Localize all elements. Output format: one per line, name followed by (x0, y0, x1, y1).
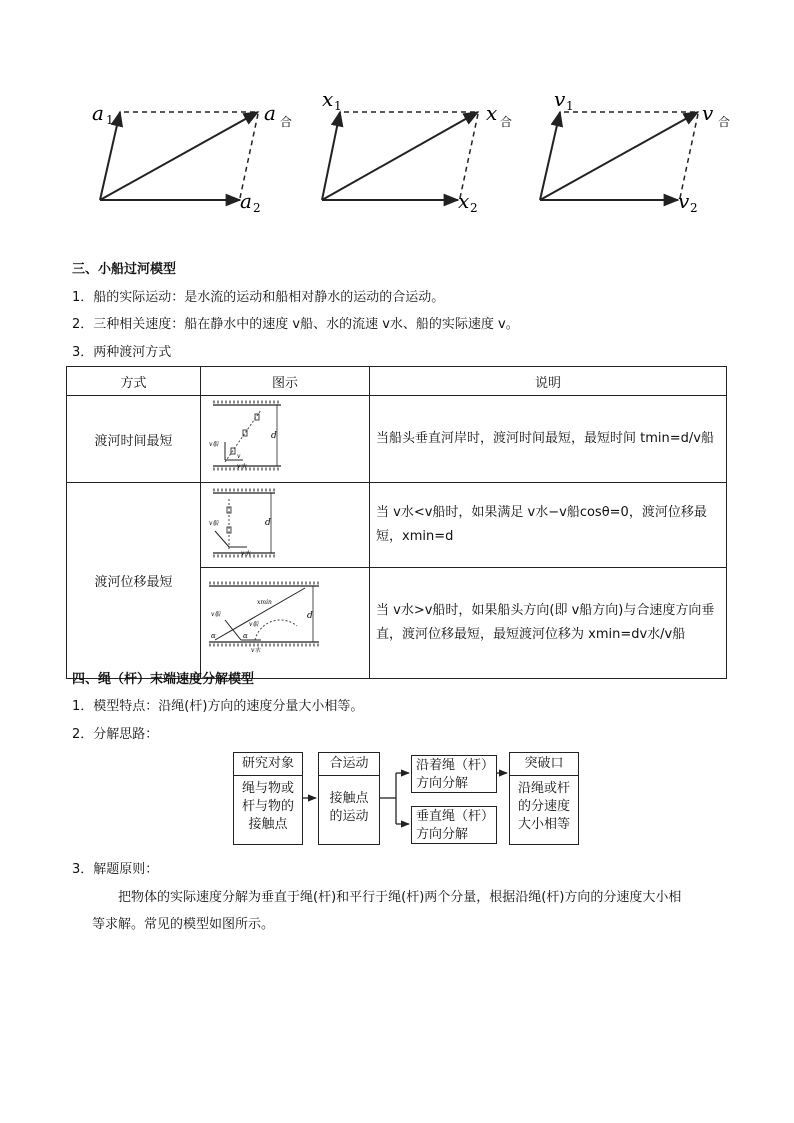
svg-text:v船: v船 (209, 520, 219, 527)
shortest-displacement-diagram-a (201, 483, 369, 563)
svg-text:α: α (211, 632, 216, 640)
svg-text:v船: v船 (211, 611, 221, 618)
section4-title: 四、绳（杆）末端速度分解模型 (72, 672, 255, 687)
svg-text:1: 1 (334, 99, 342, 113)
flow-box-resultant-motion: 合运动 接触点 的运动 (318, 752, 380, 845)
svg-text:1: 1 (566, 99, 574, 113)
svg-text:v水: v水 (251, 647, 261, 654)
svg-text:2: 2 (253, 201, 261, 215)
row2a-desc: 当 v水<v船时，如果满足 v水−v船cosθ=0，渡河位移最短，xmin=d (370, 483, 727, 568)
label-a-sum: a (264, 101, 276, 125)
section3-title: 三、小船过河模型 (72, 262, 177, 277)
svg-text:v水: v水 (241, 550, 251, 557)
row2b-desc: 当 v水>v船时，如果船头方向(即 v船方向)与合速度方向垂直，渡河位移最短，最短渡河位移为 xmin=dv水/v船 (370, 568, 727, 679)
header-desc: 说明 (370, 367, 727, 396)
svg-text:d: d (265, 518, 271, 528)
row1-desc: 当船头垂直河岸时，渡河时间最短，最短时间 tmin=d/v船 (370, 396, 727, 483)
svg-text:2: 2 (470, 201, 478, 215)
crossing-modes-table (66, 366, 727, 679)
section4-paragraph-line2: 等求解。常见的模型如图所示。 (92, 917, 275, 932)
shortest-time-diagram (201, 396, 369, 478)
svg-text:合: 合 (718, 115, 731, 129)
header-mode: 方式 (67, 367, 201, 396)
svg-text:v船: v船 (209, 441, 219, 448)
label-v-sum: v (702, 101, 714, 125)
svg-text:d: d (271, 431, 277, 441)
parallelogram-v (540, 87, 730, 215)
section3-item3: 3．两种渡河方式 (72, 345, 172, 360)
label-v1: v (554, 87, 566, 111)
svg-text:v船: v船 (249, 621, 259, 628)
section3-item1: 1．船的实际运动：是水流的运动和船相对静水的运动的合运动。 (72, 290, 445, 305)
svg-text:α: α (243, 632, 248, 640)
svg-text:xmin: xmin (257, 599, 272, 606)
row1-mode: 渡河时间最短 (67, 396, 201, 483)
section4-item3: 3．解题原则： (72, 862, 159, 877)
vector-diagrams (0, 80, 794, 230)
svg-text:v: v (237, 453, 241, 460)
shortest-displacement-diagram-b (201, 568, 369, 674)
section4-item2: 2．分解思路： (72, 727, 159, 742)
label-x2: x (458, 189, 470, 213)
label-a2: a (240, 189, 252, 213)
svg-text:v水: v水 (237, 463, 247, 470)
label-x-sum: x (486, 101, 498, 125)
flow-box-along-rope: 沿着绳（杆） 方向分解 (411, 755, 497, 793)
flow-box-perpendicular-rope: 垂直绳（杆） 方向分解 (411, 806, 497, 844)
label-v2: v (678, 189, 690, 213)
parallelogram-a (92, 101, 292, 215)
label-a1: a (92, 101, 104, 125)
row1-figure (201, 396, 370, 483)
section4-paragraph-line1: 把物体的实际速度分解为垂直于绳(杆)和平行于绳(杆)两个分量，根据沿绳(杆)方向的分速度大小相 (118, 890, 682, 905)
svg-text:合: 合 (280, 115, 293, 129)
row2a-figure (201, 483, 370, 568)
header-figure: 图示 (201, 367, 370, 396)
label-x1: x (322, 87, 334, 111)
flow-box-breakthrough: 突破口 沿绳或杆 的分速度 大小相等 (509, 752, 579, 845)
section4-item1: 1．模型特点：沿绳(杆)方向的速度分量大小相等。 (72, 699, 364, 714)
svg-text:1: 1 (106, 113, 114, 127)
parallelogram-x (322, 87, 512, 215)
row2-mode: 渡河位移最短 (67, 483, 201, 679)
row2b-figure (201, 568, 370, 679)
section3-item2: 2．三种相关速度：船在静水中的速度 v船、水的流速 v水、船的实际速度 v。 (72, 317, 519, 332)
svg-text:d: d (307, 611, 313, 621)
svg-text:合: 合 (500, 115, 513, 129)
svg-text:2: 2 (690, 201, 698, 215)
flow-box-research-object: 研究对象 绳与物或 杆与物的 接触点 (233, 752, 303, 845)
